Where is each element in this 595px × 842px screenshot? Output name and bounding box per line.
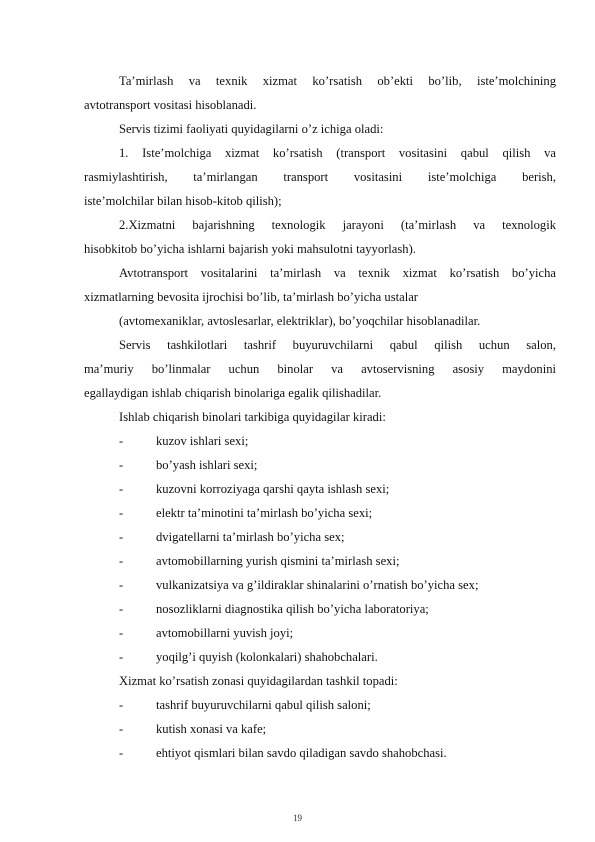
list-bullet: - [119, 482, 124, 496]
paragraph-line: Xizmat ko’rsatish zonasi quyidagilardan tashkil topadi: [119, 674, 398, 688]
list-bullet: - [119, 602, 124, 616]
paragraph-line: iste’molchilar bilan hisob-kitob qilish); [84, 194, 282, 208]
list-bullet: - [119, 434, 124, 448]
list-bullet: - [119, 722, 124, 736]
list-bullet: - [119, 506, 124, 520]
paragraph-line: Servis tizimi faoliyati quyidagilarni o’z ichiga oladi: [119, 122, 384, 136]
paragraph-line: (avtomexaniklar, avtoslesarlar, elektriklar), bo’yoqchilar hisoblanadilar. [119, 314, 481, 328]
list-item: dvigatellarni ta’mirlash bo’yicha sex; [156, 530, 345, 544]
list-item: ehtiyot qismlari bilan savdo qiladigan savdo shahobchasi. [156, 746, 447, 760]
paragraph-line: rasmiylashtirish, ta’mirlangan transport vositasini iste’molchiga berish, [84, 170, 556, 184]
paragraph-line: Ishlab chiqarish binolari tarkibiga quyidagilar kiradi: [119, 410, 386, 424]
list-bullet: - [119, 746, 124, 760]
paragraph-line: avtotransport vositasi hisoblanadi. [84, 98, 257, 112]
paragraph-line: egallaydigan ishlab chiqarish binolariga egalik qilishadilar. [84, 386, 382, 400]
list-item: avtomobillarning yurish qismini ta’mirlash sexi; [156, 554, 400, 568]
paragraph-line: Ta’mirlash va texnik xizmat ko’rsatish ob’ekti bo’lib, iste’molchining [119, 74, 556, 88]
paragraph-line: 1. Iste’molchiga xizmat ko’rsatish (transport vositasini qabul qilish va [119, 146, 556, 160]
list-item: bo’yash ishlari sexi; [156, 458, 258, 472]
list-item: yoqilg’i quyish (kolonkalari) shahobchalari. [156, 650, 378, 664]
list-item: avtomobillarni yuvish joyi; [156, 626, 294, 640]
list-item: vulkanizatsiya va g’ildiraklar shinalarini o’rnatish bo’yicha sex; [156, 578, 479, 592]
list-item: tashrif buyuruvchilarni qabul qilish saloni; [156, 698, 371, 712]
list-item: nosozliklarni diagnostika qilish bo’yicha laboratoriya; [156, 602, 429, 616]
list-item: elektr ta’minotini ta’mirlash bo’yicha sexi; [156, 506, 373, 520]
paragraph-line: 2.Xizmatni bajarishning texnologik jarayoni (ta’mirlash va texnologik [119, 218, 556, 232]
list-bullet: - [119, 554, 124, 568]
list-bullet: - [119, 698, 124, 712]
paragraph-line: Avtotransport vositalarini ta’mirlash va texnik xizmat ko’rsatish bo’yicha [119, 266, 556, 280]
list-bullet: - [119, 578, 124, 592]
list-bullet: - [119, 458, 124, 472]
page-number: 19 [293, 813, 302, 823]
list-item: kutish xonasi va kafe; [156, 722, 267, 736]
paragraph-line: xizmatlarning bevosita ijrochisi bo’lib, ta’mirlash bo’yicha ustalar [84, 290, 418, 304]
list-bullet: - [119, 650, 124, 664]
paragraph-line: Servis tashkilotlari tashrif buyuruvchilarni qabul qilish uchun salon, [119, 338, 556, 352]
list-item: kuzov ishlari sexi; [156, 434, 249, 448]
paragraph-line: hisobkitob bo’yicha ishlarni bajarish yoki mahsulotni tayyorlash). [84, 242, 416, 256]
list-item: kuzovni korroziyaga qarshi qayta ishlash sexi; [156, 482, 390, 496]
list-bullet: - [119, 626, 124, 640]
list-bullet: - [119, 530, 124, 544]
paragraph-line: ma’muriy bo’linmalar uchun binolar va avtoservisning asosiy maydonini [84, 362, 556, 376]
